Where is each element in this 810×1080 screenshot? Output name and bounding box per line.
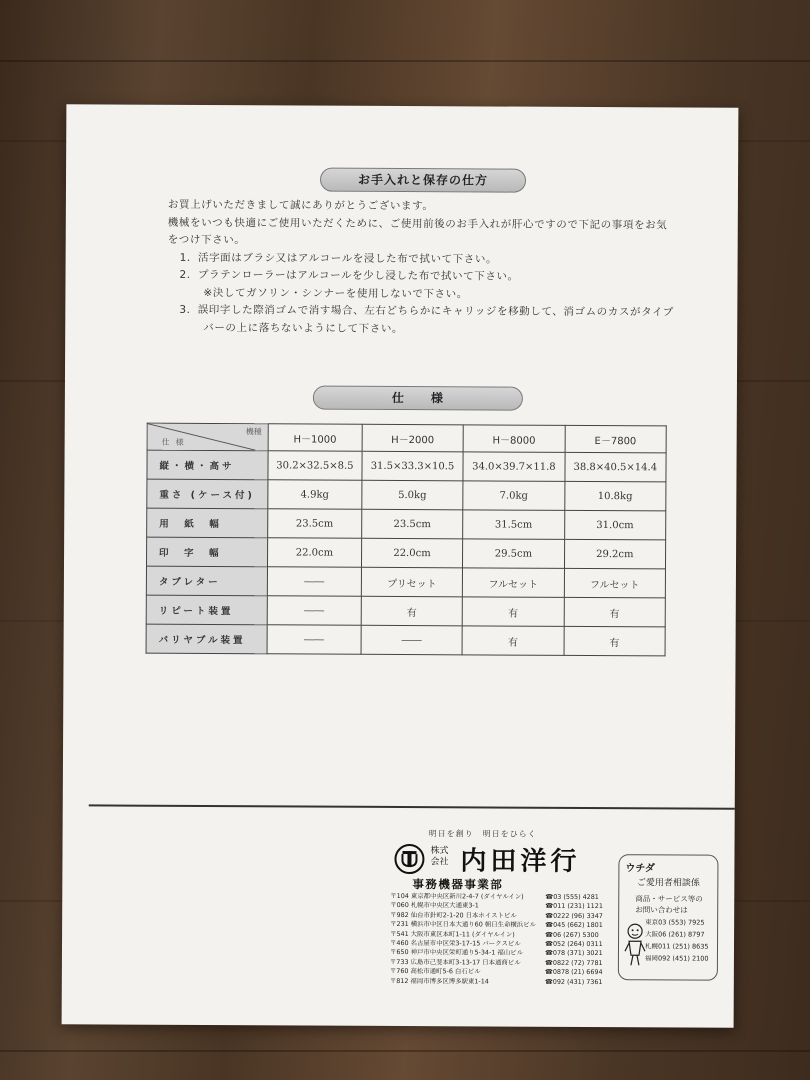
office-phone: ☎0822 (72) 7781	[544, 958, 603, 967]
instruction-sheet	[62, 104, 739, 1028]
office-address-list	[390, 892, 545, 987]
support-subtitle: お問い合わせは	[635, 905, 688, 915]
spec-cell: 4.9kg	[268, 480, 362, 509]
mascot-icon	[623, 921, 647, 969]
office-address: 〒231 横浜市中区日本大通り60 朝日生命横浜ビル	[390, 920, 536, 929]
model-header: H－2000	[362, 424, 464, 452]
spec-row	[147, 508, 666, 540]
office-phone: ☎078 (371) 3021	[544, 949, 603, 958]
spec-row	[146, 566, 665, 598]
spec-row-label: 重さ (ケース付)	[147, 479, 268, 509]
spec-cell: フルセット	[463, 568, 565, 598]
customer-support-box	[618, 854, 719, 981]
spec-section-title: 仕 様	[313, 386, 523, 411]
spec-cell: 31.0cm	[564, 510, 666, 540]
spec-cell: 有	[564, 626, 666, 656]
spec-cell: ――	[267, 625, 361, 654]
spec-header-row	[147, 423, 666, 453]
spec-row	[146, 624, 665, 656]
spec-table	[146, 423, 667, 657]
office-phone: ☎03 (555) 4281	[545, 892, 599, 902]
model-header: E－7800	[565, 425, 667, 453]
model-header: H－1000	[268, 424, 362, 451]
spec-cell: 22.0cm	[267, 538, 361, 567]
office-phone: ☎045 (662) 1801	[545, 920, 603, 930]
office-phone-list	[545, 893, 605, 987]
support-phone-list	[645, 916, 709, 964]
office-phone: ☎0222 (96) 3347	[545, 911, 603, 920]
office-address: 〒812 福岡市博多区博多駅東1-14	[389, 976, 489, 986]
support-phone: 札幌011 (251) 8635	[644, 942, 709, 951]
spec-row	[147, 479, 666, 511]
spec-cell: 23.5cm	[268, 509, 362, 538]
spec-row-label: リピート装置	[146, 595, 267, 625]
support-phone: 東京03 (553) 7925	[645, 918, 705, 927]
spec-row-label: バリヤブル装置	[146, 624, 267, 654]
office-phone: ☎0878 (21) 6694	[544, 968, 603, 977]
spec-cell: 30.2×32.5×8.5	[268, 451, 362, 480]
company-name: 内田洋行	[460, 846, 581, 877]
spec-corner-cell	[147, 423, 268, 451]
office-phone: ☎052 (264) 0311	[545, 939, 603, 949]
care-line: 機械をいつも快適にご使用いただくために、ご使用前後のお手入れが肝心ですので下記の事項をお気	[167, 216, 668, 231]
spec-cell: 有	[462, 597, 564, 627]
office-address: 〒982 仙台市針町2-1-20 日本ホイストビル	[390, 910, 517, 920]
spec-cell: プリセット	[361, 567, 463, 597]
spec-cell: ――	[267, 596, 361, 625]
spec-cell: 31.5×33.3×10.5	[362, 451, 464, 481]
care-line: 3．誤印字した際消ゴムで消す場合、左右どちらかにキャリッジを移動して、消ゴムのカスがタイプ	[179, 303, 674, 319]
kabushiki-kaisha-label	[430, 846, 448, 868]
support-phone: 大阪06 (261) 8797	[645, 930, 705, 939]
spec-row-label: 用 紙 幅	[147, 508, 268, 538]
care-line: 2．プラテンローラーはアルコールを少し浸した布で拭いて下さい。	[179, 268, 519, 283]
office-address: 〒104 東京都中央区新川2-4-7 (ダイヤルイン)	[390, 891, 524, 901]
care-line: をつけ下さい。	[167, 233, 246, 247]
office-phone: ☎092 (431) 7361	[544, 977, 603, 986]
division-name: 事務機器事業部	[412, 877, 504, 892]
office-address: 〒650 神戸市中央区栄町通り5-34-1 福山ビル	[389, 948, 523, 958]
spec-cell: ――	[361, 625, 463, 655]
care-line: お買上げいただきまして誠にありがとうございます。	[167, 198, 434, 213]
spec-row	[147, 450, 666, 482]
spec-cell: 5.0kg	[362, 480, 464, 510]
care-line: ※決してガソリン・シンナーを使用しないで下さい。	[203, 286, 468, 300]
office-phone: ☎011 (231) 1121	[545, 902, 603, 911]
spec-cell: 38.8×40.5×14.4	[565, 452, 667, 482]
care-line: バーの上に落ちないようにして下さい。	[203, 321, 404, 335]
corner-spec-label: 仕様	[161, 437, 190, 447]
spec-row-label: 縦・横・高サ	[147, 450, 268, 480]
footer-divider	[89, 804, 735, 809]
spec-cell: 有	[564, 597, 666, 627]
spec-cell: 34.0×39.7×11.8	[463, 452, 565, 482]
office-address: 〒541 大阪市東区本町1-11 (ダイヤルイン)	[390, 929, 515, 939]
company-slogan: 明日を創り 明日をひらく	[428, 829, 537, 839]
model-header: H－8000	[463, 425, 565, 453]
care-instructions	[167, 197, 708, 340]
spec-cell: 有	[462, 626, 564, 656]
company-logo-icon	[394, 844, 424, 874]
support-subtitle: 商品・サービス等の	[635, 894, 703, 904]
spec-cell: 29.2cm	[564, 539, 666, 569]
support-brand: ウチダ	[625, 863, 655, 875]
spec-cell: フルセット	[564, 568, 666, 598]
spec-cell: 有	[361, 596, 463, 626]
spec-cell: 31.5cm	[463, 510, 565, 540]
spec-cell: 7.0kg	[463, 481, 565, 511]
office-address: 〒460 名古屋市中区栄3-17-15 バークスビル	[390, 938, 521, 948]
spec-cell: 22.0cm	[361, 538, 463, 568]
spec-cell: 29.5cm	[463, 539, 565, 569]
spec-row	[146, 595, 665, 627]
kabu-line: 株式	[430, 846, 449, 857]
spec-cell: 10.8kg	[564, 481, 666, 511]
spec-row-label: タブレター	[146, 566, 267, 596]
care-section-title: お手入れと保存の仕方	[320, 168, 526, 193]
office-address: 〒060 札幌市中央区大通東3-1	[390, 901, 479, 910]
support-phone: 福岡092 (451) 2100	[644, 954, 709, 963]
spec-cell: 23.5cm	[361, 509, 463, 539]
spec-cell: ――	[267, 567, 361, 596]
office-address: 〒733 広島市己斐本町3-13-17 日本通商ビル	[389, 957, 521, 967]
spec-row	[146, 537, 665, 569]
office-address: 〒760 高松市通町5-6 白石ビル	[389, 967, 481, 976]
support-title: ご愛用者相談係	[636, 878, 700, 889]
spec-row-label: 印 字 幅	[146, 537, 267, 567]
office-phone: ☎06 (267) 5300	[545, 930, 599, 939]
corner-model-label: 機種	[245, 427, 262, 437]
care-line: 1．活字面はブラシ又はアルコールを浸した布で拭いて下さい。	[179, 251, 498, 266]
kabu-line: 会社	[430, 857, 449, 868]
